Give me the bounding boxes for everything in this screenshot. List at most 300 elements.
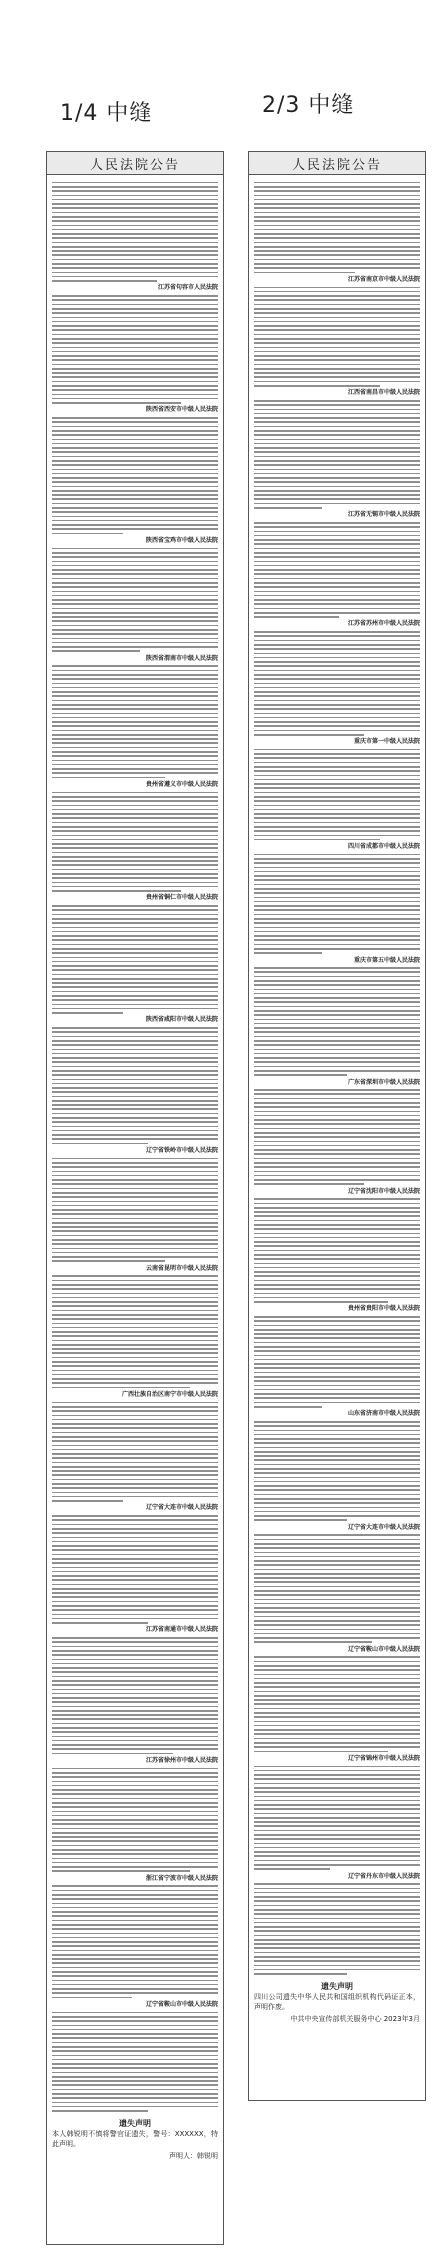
text-line (254, 879, 420, 881)
text-line (254, 717, 420, 719)
text-line (254, 1721, 420, 1723)
text-line (254, 1061, 420, 1063)
text-line (254, 1402, 420, 1404)
text-line (52, 389, 218, 391)
text-line (52, 334, 218, 336)
text-line (52, 469, 218, 471)
text-line (52, 1031, 218, 1033)
text-line (52, 246, 218, 248)
text-line (52, 1605, 218, 1607)
text-line (254, 1477, 420, 1479)
court-name: 陕西省宝鸡市中级人民法院 (145, 537, 218, 544)
text-line (254, 1438, 420, 1440)
text-line (254, 817, 420, 819)
text-line (254, 556, 420, 558)
court-name: 广东省深圳市中级人民法院 (347, 1078, 420, 1086)
left-notice-column (46, 151, 224, 2245)
text-line (254, 708, 420, 710)
text-line (52, 952, 218, 954)
text-line (52, 1802, 218, 1804)
text-line (254, 1297, 420, 1299)
text-line (52, 873, 218, 875)
text-line (52, 2097, 218, 2099)
text-line (52, 1213, 218, 1215)
court-name: 江苏省南京市中级人民法院 (347, 275, 420, 283)
text-line (254, 914, 420, 916)
text-line (52, 805, 218, 807)
text-line (52, 565, 218, 567)
text-line (52, 591, 218, 593)
text-line (254, 1355, 420, 1357)
text-line (254, 1241, 420, 1243)
text-line (254, 1489, 420, 1491)
text-line (52, 708, 218, 710)
text-line (52, 1445, 218, 1447)
text-line (52, 1440, 218, 1442)
text-line (254, 1817, 420, 1819)
text-line (52, 1387, 190, 1389)
text-line (254, 1808, 420, 1810)
text-line (254, 295, 420, 297)
text-line (254, 931, 420, 933)
text-line (254, 1123, 420, 1125)
text-line (254, 1834, 420, 1836)
text-line (52, 1256, 218, 1258)
text-line (254, 1620, 420, 1622)
text-line (254, 1288, 420, 1290)
text-line (254, 421, 420, 423)
text-line (254, 1006, 420, 1008)
text-line (254, 1442, 420, 1444)
text-line (254, 1406, 322, 1408)
text-line (52, 1297, 218, 1299)
text-line (254, 246, 420, 248)
text-line (52, 1663, 218, 1665)
text-line (254, 935, 420, 937)
text-line (254, 725, 420, 727)
text-line (254, 254, 420, 256)
court-name: 四川省成都市中级人民法院 (347, 843, 420, 851)
text-line (52, 447, 218, 449)
text-line (52, 1980, 218, 1982)
text-line (254, 456, 420, 458)
text-line (254, 884, 420, 886)
text-line (254, 1136, 420, 1138)
text-line (52, 1832, 218, 1834)
text-line (254, 805, 420, 807)
text-line (52, 1637, 218, 1639)
text-line (52, 1331, 218, 1333)
text-line (52, 944, 218, 946)
text-line (52, 1554, 218, 1556)
text-line (52, 1382, 218, 1384)
text-line (52, 1667, 218, 1669)
text-line (52, 1410, 218, 1412)
text-line (254, 779, 420, 781)
text-line (52, 1515, 218, 1517)
text-line (254, 473, 420, 475)
text-line (52, 2029, 218, 2031)
text-line (254, 640, 420, 642)
text-line (254, 1070, 420, 1072)
text-line (52, 2016, 218, 2018)
text-line (254, 385, 380, 387)
text-line (52, 642, 218, 644)
text-line (52, 670, 218, 672)
text-line (52, 1753, 173, 1755)
text-line (254, 1939, 420, 1941)
text-line (254, 766, 420, 768)
text-line (52, 1301, 218, 1303)
text-line (254, 1350, 420, 1352)
text-line (254, 952, 322, 954)
text-line (254, 1969, 420, 1971)
court-name: 辽宁省锦州市中级人民法院 (347, 1754, 420, 1762)
text-line (254, 1320, 420, 1322)
text-line (254, 909, 420, 911)
text-line (254, 1855, 420, 1857)
text-line (52, 1693, 218, 1695)
text-line (52, 1340, 218, 1342)
text-line (52, 864, 218, 866)
text-line (52, 882, 218, 884)
notice-text-block (254, 1198, 420, 1302)
notice-text-block (254, 749, 420, 841)
text-line (254, 543, 420, 545)
notice-text-block (52, 1885, 218, 1998)
text-line (254, 939, 420, 941)
text-line (52, 1646, 218, 1648)
text-line (254, 734, 364, 736)
text-line (254, 1674, 420, 1676)
text-line (52, 308, 218, 310)
text-line (52, 507, 218, 509)
text-line (52, 486, 218, 488)
text-line (254, 1778, 420, 1780)
text-line (52, 464, 218, 466)
text-line (254, 1590, 420, 1592)
text-line (254, 1001, 420, 1003)
text-line (52, 1885, 218, 1887)
text-line (52, 494, 218, 496)
text-line (52, 999, 218, 1001)
text-line (52, 1365, 218, 1367)
text-line (52, 1226, 218, 1228)
text-line (52, 1524, 218, 1526)
text-line (254, 334, 420, 336)
text-line (52, 1040, 218, 1042)
text-line (254, 976, 420, 978)
text-line (52, 978, 218, 980)
court-name: 广西壮族自治区南宁市中级人民法院 (121, 1391, 218, 1398)
notice-text-block (52, 548, 218, 652)
text-line (254, 216, 420, 218)
text-line (52, 1305, 218, 1307)
text-line (254, 1451, 420, 1453)
text-line (254, 1821, 420, 1823)
text-line (254, 757, 420, 759)
text-line (254, 967, 420, 969)
text-line (52, 633, 218, 635)
text-line (254, 661, 420, 663)
text-line (254, 1746, 420, 1748)
text-line (52, 430, 218, 432)
court-name: 辽宁省丹东市中级人民法院 (347, 1872, 420, 1880)
text-line (52, 2063, 218, 2065)
text-line (254, 1947, 420, 1949)
text-line (52, 1819, 218, 1821)
text-line (52, 1671, 218, 1673)
text-line (52, 1406, 218, 1408)
text-line (52, 1911, 218, 1913)
text-line (52, 1519, 218, 1521)
text-line (254, 1864, 420, 1866)
court-name: 贵州省铜仁市中级人民法院 (145, 894, 218, 902)
text-line (52, 826, 218, 828)
text-line (52, 683, 218, 685)
text-line (254, 1556, 420, 1558)
text-line (52, 1601, 218, 1603)
text-line (254, 1211, 420, 1213)
notice-body: 四川公司遗失中华人民共和国组织机构代码证正本，声明作废。 (254, 1992, 420, 2011)
text-line (52, 394, 218, 396)
text-line (254, 1498, 420, 1500)
text-line (254, 299, 420, 301)
text-line (254, 1430, 420, 1432)
text-line (52, 2102, 218, 2104)
court-name: 陕西省渭南市中级人民法院 (145, 654, 218, 662)
text-line (254, 835, 420, 837)
text-line (254, 1770, 420, 1772)
text-line (52, 1650, 218, 1652)
text-line (254, 1534, 420, 1536)
text-line (254, 1791, 420, 1793)
text-line (52, 372, 218, 374)
text-line (254, 867, 420, 869)
text-line (52, 1849, 218, 1851)
text-line (254, 1468, 420, 1470)
text-line (52, 638, 218, 640)
text-line (254, 1153, 420, 1155)
text-line (254, 233, 420, 235)
text-line (254, 325, 420, 327)
court-name: 辽宁省铁岭市中级人民法院 (145, 1147, 218, 1154)
text-line (52, 443, 218, 445)
text-line (254, 616, 339, 618)
text-line (254, 695, 420, 697)
text-line (254, 342, 420, 344)
right-fold-label: 2/3 中缝 (262, 93, 355, 118)
text-line (52, 1950, 218, 1952)
text-line (254, 1507, 420, 1509)
notice-text-block (52, 295, 218, 404)
text-line (52, 800, 218, 802)
text-line (254, 875, 420, 877)
text-line (254, 1263, 420, 1265)
text-line (52, 1907, 218, 1909)
notice-text-block (254, 1316, 420, 1408)
text-line (254, 1074, 347, 1076)
text-line (52, 426, 218, 428)
text-line (52, 376, 218, 378)
text-line (52, 1183, 218, 1185)
text-line (254, 207, 420, 209)
text-line (254, 1111, 420, 1113)
text-line (52, 481, 218, 483)
text-line (254, 220, 420, 222)
text-line (52, 1492, 218, 1494)
text-line (52, 1044, 218, 1046)
text-line (254, 1594, 420, 1596)
court-name: 贵州省贵阳市中级人民法院 (347, 1305, 420, 1313)
text-line (254, 291, 420, 293)
text-line (254, 1633, 420, 1635)
text-line (52, 1579, 218, 1581)
text-line (254, 603, 420, 605)
text-line (52, 417, 218, 419)
text-line (254, 1539, 420, 1541)
text-line (52, 1954, 218, 1956)
text-line (52, 1840, 218, 1842)
text-line (52, 1053, 218, 1055)
text-line (52, 1252, 218, 1254)
text-line (52, 772, 218, 774)
text-line (52, 817, 218, 819)
text-line (52, 665, 218, 667)
text-line (254, 304, 420, 306)
text-line (52, 1470, 218, 1472)
text-line (52, 860, 218, 862)
text-line (52, 1676, 218, 1678)
court-name: 辽宁省鞍山市中级人民法院 (347, 1645, 420, 1653)
text-line (52, 1239, 218, 1241)
text-line (52, 905, 218, 907)
text-line (254, 503, 420, 505)
notice-text-block (52, 2012, 218, 2112)
text-line (254, 355, 420, 357)
text-line (254, 1800, 420, 1802)
text-line (52, 1222, 218, 1224)
text-line (52, 1971, 218, 1973)
text-line (254, 1637, 420, 1639)
text-line (254, 481, 420, 483)
text-line (254, 351, 420, 353)
text-line (254, 683, 420, 685)
notice-text-block (254, 400, 420, 509)
text-line (254, 1896, 420, 1898)
text-line (52, 1609, 218, 1611)
text-line (254, 1102, 420, 1104)
text-line (52, 2110, 148, 2112)
text-line (52, 1614, 218, 1616)
text-line (52, 1117, 218, 1119)
text-line (52, 603, 218, 605)
text-line (254, 1641, 372, 1643)
text-line (254, 1337, 420, 1339)
text-line (254, 1293, 420, 1295)
text-line (52, 267, 218, 269)
text-line (52, 1768, 218, 1770)
text-line (254, 700, 420, 702)
text-line (254, 439, 420, 441)
text-line (52, 1571, 218, 1573)
text-line (52, 203, 218, 205)
text-line (52, 1903, 218, 1905)
text-line (52, 552, 218, 554)
text-line (52, 599, 218, 601)
text-line (254, 854, 420, 856)
text-line (52, 2089, 218, 2091)
text-line (254, 1036, 420, 1038)
text-line (52, 351, 218, 353)
text-line (52, 199, 218, 201)
text-line (254, 1044, 420, 1046)
text-line (52, 1138, 218, 1140)
notice-text-block (254, 854, 420, 954)
court-name: 陕西省西安市中级人民法院 (145, 406, 218, 414)
text-line (52, 1284, 218, 1286)
text-line (254, 1237, 420, 1239)
text-line (52, 1858, 218, 1860)
notice-text-block (254, 182, 420, 274)
text-line (52, 299, 218, 301)
notice-text-block (52, 417, 218, 534)
text-line (52, 1541, 218, 1543)
left-column-title: 人民法院公告 (47, 152, 223, 175)
text-line (254, 905, 420, 907)
text-line (254, 1682, 420, 1684)
text-line (52, 734, 218, 736)
text-line (52, 687, 218, 689)
text-line (52, 533, 123, 535)
text-line (52, 1958, 218, 1960)
text-line (52, 1915, 218, 1917)
text-line (254, 796, 420, 798)
text-line (254, 1892, 420, 1894)
text-line (254, 1960, 420, 1962)
text-line (52, 573, 218, 575)
text-line (254, 997, 420, 999)
text-line (254, 1089, 420, 1091)
text-line (52, 1218, 218, 1220)
text-line (254, 1573, 420, 1575)
text-line (52, 1748, 218, 1750)
text-line (254, 1774, 420, 1776)
text-line (254, 535, 420, 537)
text-line (52, 1419, 218, 1421)
text-line (52, 721, 218, 723)
text-line (254, 1434, 420, 1436)
text-line (254, 1027, 420, 1029)
text-line (254, 1115, 420, 1117)
notice-signature: 声明人：韩锐明 (169, 2151, 218, 2160)
text-line (254, 944, 420, 946)
text-line (254, 783, 420, 785)
text-line (52, 678, 218, 680)
text-line (254, 1616, 420, 1618)
text-line (52, 295, 218, 297)
text-line (254, 195, 420, 197)
text-line (52, 1008, 218, 1010)
text-line (52, 777, 165, 779)
text-line (52, 755, 218, 757)
text-line (52, 511, 218, 513)
text-line (52, 498, 218, 500)
text-line (52, 982, 218, 984)
text-line (52, 717, 218, 719)
text-line (52, 1344, 218, 1346)
text-line (254, 1233, 420, 1235)
